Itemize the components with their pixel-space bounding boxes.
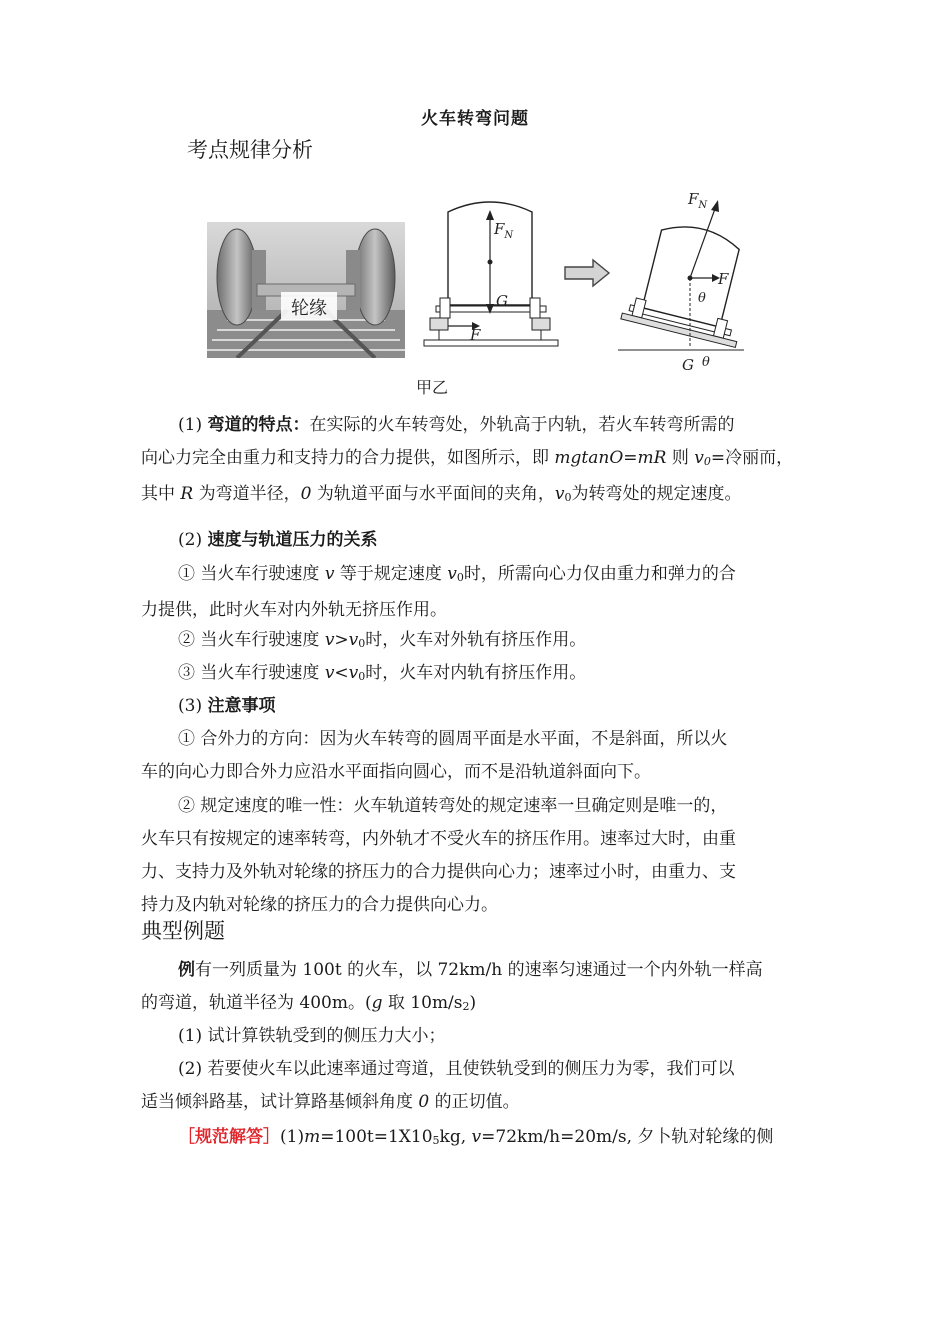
item-1-text-c: 时，所需向心力仅由重力和弹力的合 xyxy=(463,564,736,584)
question-2-tail: 的正切值。 xyxy=(429,1092,520,1112)
item-2-operator: > xyxy=(334,630,349,650)
item-2-subscript: 0 xyxy=(358,637,366,650)
item-2-symbol-v0: v xyxy=(348,630,359,650)
item-1-text-a: ① 当火车行驶速度 xyxy=(178,564,325,584)
answer-block xyxy=(141,1121,821,1157)
question-1-text: (1) 试计算铁轨受到的侧压力大小； xyxy=(178,1026,446,1046)
point-3-number: (3) xyxy=(178,696,208,716)
item-2-symbol-v: v xyxy=(324,630,335,650)
point-1-text-then: 则 xyxy=(666,448,695,468)
example-label: 例 xyxy=(178,960,195,980)
item-1-subscript: 0 xyxy=(456,571,464,584)
point-3-item-1 xyxy=(141,723,821,789)
example-statement xyxy=(141,954,821,1023)
gravity-label: G xyxy=(496,292,508,310)
item-1-symbol-v: v xyxy=(324,564,335,584)
flat-track-diagram xyxy=(420,190,562,358)
point-2-number: (2) xyxy=(178,530,208,550)
formula-text: mgtanO=mR xyxy=(554,448,667,468)
p3-item-1-line-2: 车的向心力即合外力应沿水平面指向圆心，而不是沿轨道斜面向下。 xyxy=(141,762,651,782)
point-2-item-3 xyxy=(141,657,821,693)
answer-mark: ［规范解答］ xyxy=(178,1127,280,1147)
item-1-text-b: 等于规定速度 xyxy=(334,564,448,584)
point-3-item-2 xyxy=(141,790,821,922)
question-2-line-1: (2) 若要使火车以此速率通过弯道，且使铁轨受到的侧压力为零，我们可以 xyxy=(178,1059,735,1079)
item-3-text-b: 时，火车对内轨有挤压作用。 xyxy=(365,663,587,683)
banked-normal-force-subscript: N xyxy=(698,200,708,211)
subscript-zero: 0 xyxy=(703,455,711,468)
right-arrow-icon xyxy=(563,258,611,288)
lateral-force-label: F xyxy=(470,326,481,344)
banked-theta-upper-label: θ xyxy=(698,291,706,306)
point-1-text-speed: 为转弯处的规定速度。 xyxy=(571,484,742,504)
banked-net-force-label: F xyxy=(718,270,729,288)
item-1-symbol-v0: v xyxy=(447,564,457,584)
item-3-symbol-v0: v xyxy=(348,663,359,683)
answer-speed-text: =72km/h=20m/s, 夕卜轨对轮缘的侧 xyxy=(481,1127,774,1147)
question-2-symbol-theta: 0 xyxy=(418,1092,430,1112)
point-3-heading-line xyxy=(141,690,821,723)
p3-item-2-line-4: 持力及内轨对轮缘的挤压力的合力提供向心力。 xyxy=(141,895,498,915)
point-2-heading-line xyxy=(141,524,821,557)
point-1-number: (1) xyxy=(178,415,208,435)
svg-text:FN xyxy=(493,220,514,241)
banked-track-diagram xyxy=(618,186,750,372)
answer-symbol-m: m xyxy=(304,1127,321,1147)
symbol-g: g xyxy=(371,993,383,1013)
point-1-line-1: 在实际的火车转弯处，外轨高于内轨，若火车转弯所需的 xyxy=(309,415,735,435)
point-1-line-2: 向心力完全由重力和支持力的合力提供，如图所示，即 xyxy=(141,448,555,468)
item-3-text-a: ③ 当火车行驶速度 xyxy=(178,663,325,683)
symbol-r: R xyxy=(180,484,194,504)
symbol-theta: 0 xyxy=(300,484,312,504)
subscript-zero-2: 0 xyxy=(564,491,572,504)
closing-paren: ) xyxy=(469,993,477,1013)
p3-item-2-line-3: 力、支持力及外轨对轮缘的挤压力的合力提供向心力；速率过小时，由重力、支 xyxy=(141,862,736,882)
page-title: 火车转弯问题 xyxy=(421,109,529,129)
example-line-2: 的弯道，轨道半径为 400m。( xyxy=(141,993,372,1013)
point-1-text-angle: 为轨道平面与水平面间的夹角， xyxy=(311,484,555,504)
item-1-text-d: 力提供，此时火车对内外轨无挤压作用。 xyxy=(141,600,447,620)
squared-exponent: 2 xyxy=(462,1000,470,1013)
answer-mass-unit: kg, xyxy=(439,1127,472,1147)
svg-text:FN xyxy=(687,190,708,211)
answer-symbol-v: v xyxy=(471,1127,482,1147)
example-line-1: 有一列质量为 100t 的火车，以 72km/h 的速率匀速通过一个内外轨一样高 xyxy=(195,960,763,980)
symbol-v0: v xyxy=(554,484,565,504)
question-1 xyxy=(141,1020,821,1053)
point-1-curve-features xyxy=(141,409,821,514)
point-1-line-3: 其中 xyxy=(141,484,181,504)
item-3-operator: < xyxy=(334,663,349,683)
item-2-text-b: 时，火车对外轨有挤压作用。 xyxy=(365,630,587,650)
banked-gravity-label: G xyxy=(682,356,694,372)
figure-caption: 甲乙 xyxy=(416,378,449,397)
point-2-item-1 xyxy=(141,558,821,627)
point-1-heading: 弯道的特点： xyxy=(207,415,310,435)
question-2 xyxy=(141,1053,821,1119)
normal-force-subscript: N xyxy=(504,230,514,241)
p3-item-1-line-1: ① 合外力的方向：因为火车转弯的圆周平面是水平面，不是斜面，所以火 xyxy=(178,729,728,749)
point-3-heading: 注意事项 xyxy=(207,696,276,716)
question-2-line-2: 适当倾斜路基，试计算路基倾斜角度 xyxy=(141,1092,419,1112)
answer-part-number: (1) xyxy=(280,1127,305,1147)
wheel-flange-label: 轮缘 xyxy=(291,298,327,319)
answer-mass-value: =100t=1X10 xyxy=(320,1127,433,1147)
answer-exponent: 5 xyxy=(432,1134,440,1147)
wheel-flange-photo xyxy=(207,222,405,358)
item-2-text-a: ② 当火车行驶速度 xyxy=(178,630,325,650)
point-2-item-2 xyxy=(141,624,821,660)
formula-tail: =冷丽而， xyxy=(710,448,794,468)
point-1-text-radius: 为弯道半径， xyxy=(193,484,301,504)
item-3-subscript: 0 xyxy=(358,670,366,683)
symbol-v: v xyxy=(694,448,704,468)
gravity-value: 取 10m/s xyxy=(382,993,463,1013)
item-3-symbol-v: v xyxy=(324,663,335,683)
p3-item-2-line-2: 火车只有按规定的速率转弯，内外轨才不受火车的挤压作用。速率过大时，由重 xyxy=(141,829,736,849)
normal-force-label: F xyxy=(494,220,505,238)
banked-theta-lower-label: θ xyxy=(702,355,710,370)
banked-normal-force-label: F xyxy=(688,190,699,208)
p3-item-2-line-1: ② 规定速度的唯一性：火车轨道转弯处的规定速率一旦确定则是唯一的， xyxy=(178,796,728,816)
point-2-heading: 速度与轨道压力的关系 xyxy=(207,530,378,550)
section-heading-examples: 典型例题 xyxy=(141,919,225,943)
section-heading-analysis: 考点规律分析 xyxy=(187,138,313,162)
